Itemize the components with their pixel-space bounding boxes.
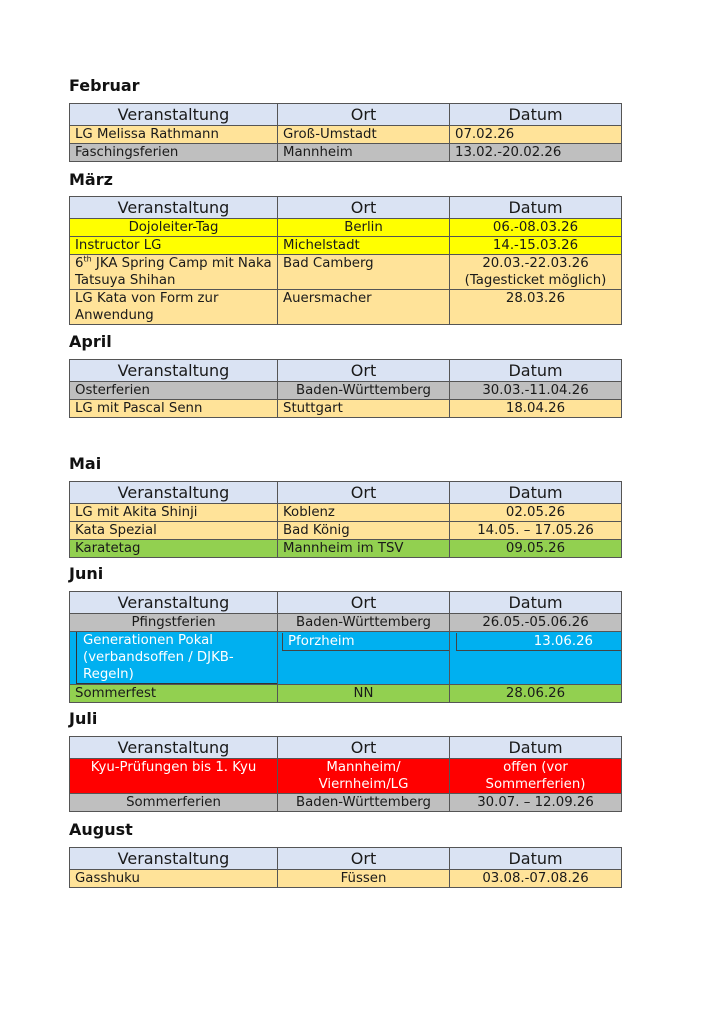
place-cell: Baden-Württemberg [278,614,450,632]
place-text: Pforzheim [282,633,449,651]
event-ordinal-suffix: th [83,254,92,264]
place-cell: Berlin [278,219,450,237]
table-row [70,400,622,418]
header-event: Veranstaltung [70,197,278,219]
event-cell: Dojoleiter-Tag [70,219,278,237]
table-header-row [70,197,622,219]
table-header-row [70,104,622,126]
table-header-row [70,848,622,870]
table-row [70,126,622,144]
place-cell: Koblenz [278,504,450,522]
date-cell: 07.02.26 [450,126,622,144]
event-cell: Pfingstferien [70,614,278,632]
date-cell: 13.02.-20.02.26 [450,144,622,162]
event-cell: LG Melissa Rathmann [70,126,278,144]
table-row [70,522,622,540]
date-cell: 09.05.26 [450,540,622,558]
table-row [70,237,622,255]
events-table [69,481,622,558]
header-date: Datum [450,360,622,382]
place-cell: Michelstadt [278,237,450,255]
event-ordinal: 6 [75,256,84,271]
month-heading: Februar [69,76,140,95]
event-cell [70,255,278,290]
table-row [70,632,622,685]
place-cell: Baden-Württemberg [278,794,450,812]
header-place: Ort [278,104,450,126]
events-table [69,196,622,325]
events-table [69,591,622,703]
header-date: Datum [450,104,622,126]
table-row [70,290,622,325]
event-cell: Sommerfest [70,685,278,703]
place-cell [278,632,450,685]
header-date: Datum [450,592,622,614]
month-heading: Mai [69,454,102,473]
header-event: Veranstaltung [70,848,278,870]
place-cell: Baden-Württemberg [278,382,450,400]
event-cell: Instructor LG [70,237,278,255]
date-cell: 06.-08.03.26 [450,219,622,237]
month-heading: März [69,170,113,189]
month-heading: August [69,820,133,839]
header-place: Ort [278,360,450,382]
date-cell [450,255,622,290]
place-cell: Groß-Umstadt [278,126,450,144]
table-row [70,382,622,400]
table-header-row [70,737,622,759]
month-heading: April [69,332,112,351]
event-cell: Faschingsferien [70,144,278,162]
table-row [70,144,622,162]
header-event: Veranstaltung [70,360,278,382]
place-cell: Auersmacher [278,290,450,325]
event-cell: Kyu-Prüfungen bis 1. Kyu [70,759,278,794]
header-place: Ort [278,592,450,614]
event-cell: Karatetag [70,540,278,558]
date-cell [450,632,622,685]
table-header-row [70,592,622,614]
date-cell: 18.04.26 [450,400,622,418]
event-text: JKA Spring Camp mit Naka Tatsuya Shihan [75,256,272,288]
header-event: Veranstaltung [70,737,278,759]
place-cell: Füssen [278,870,450,888]
header-date: Datum [450,197,622,219]
table-row [70,794,622,812]
date-cell: 28.06.26 [450,685,622,703]
event-cell: Gasshuku [70,870,278,888]
header-date: Datum [450,848,622,870]
events-table [69,359,622,418]
date-cell: 28.03.26 [450,290,622,325]
place-cell: Mannheim/ Viernheim/LG [278,759,450,794]
table-row [70,614,622,632]
table-row [70,870,622,888]
date-cell: 30.03.-11.04.26 [450,382,622,400]
header-event: Veranstaltung [70,592,278,614]
table-header-row [70,360,622,382]
place-cell: Mannheim im TSV [278,540,450,558]
events-table [69,847,622,888]
date-cell: offen (vor Sommerferien) [450,759,622,794]
table-row [70,219,622,237]
date-cell: 02.05.26 [450,504,622,522]
event-text: Generationen Pokal (verbandsoffen / DJKB-Regeln) [76,632,277,684]
event-cell: Sommerferien [70,794,278,812]
event-cell: Kata Spezial [70,522,278,540]
table-row [70,255,622,290]
date-cell: 14.05. – 17.05.26 [450,522,622,540]
date-cell: 30.07. – 12.09.26 [450,794,622,812]
month-heading: Juni [69,564,104,583]
date-cell: 26.05.-05.06.26 [450,614,622,632]
event-cell: LG mit Pascal Senn [70,400,278,418]
header-place: Ort [278,737,450,759]
date-cell: 03.08.-07.08.26 [450,870,622,888]
date-text: 20.03.-22.03.26 [482,256,589,271]
date-text: 13.06.26 [456,633,621,651]
month-heading: Juli [69,709,98,728]
table-row [70,685,622,703]
date-cell: 14.-15.03.26 [450,237,622,255]
header-place: Ort [278,482,450,504]
place-cell: Bad Camberg [278,255,450,290]
place-cell: Stuttgart [278,400,450,418]
header-place: Ort [278,848,450,870]
place-cell: Bad König [278,522,450,540]
event-cell: LG mit Akita Shinji [70,504,278,522]
header-event: Veranstaltung [70,104,278,126]
table-header-row [70,482,622,504]
header-date: Datum [450,737,622,759]
date-note: (Tagesticket möglich) [464,273,607,288]
events-table [69,103,622,162]
header-place: Ort [278,197,450,219]
header-event: Veranstaltung [70,482,278,504]
event-cell: LG Kata von Form zur Anwendung [70,290,278,325]
table-row [70,759,622,794]
event-cell [70,632,278,685]
place-cell: NN [278,685,450,703]
table-row [70,540,622,558]
event-cell: Osterferien [70,382,278,400]
table-row [70,504,622,522]
header-date: Datum [450,482,622,504]
events-table [69,736,622,812]
place-cell: Mannheim [278,144,450,162]
